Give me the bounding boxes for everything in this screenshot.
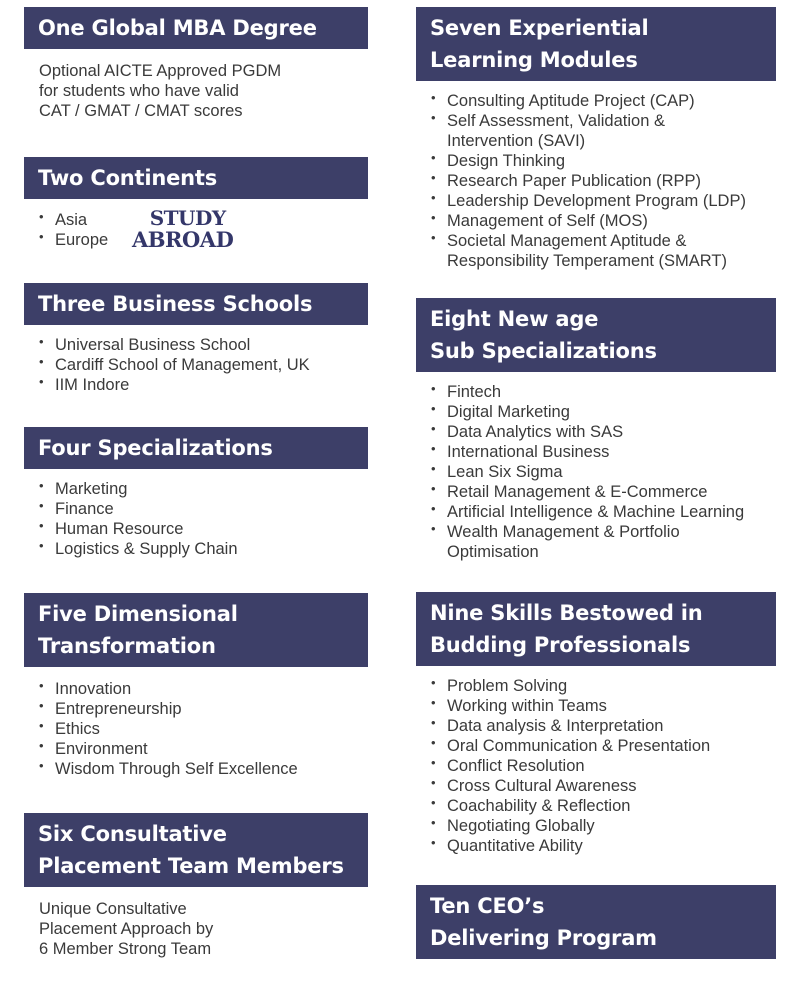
list-item: • Quantitative Ability (431, 836, 791, 856)
section-header-ten-ceos (416, 885, 776, 959)
list-item: • Working within Teams (431, 696, 791, 716)
list-item (431, 522, 791, 562)
list-item: • Human Resource (39, 519, 369, 539)
section-list-specializations (39, 479, 369, 559)
body-line: Placement Approach by (39, 920, 214, 938)
list-item: • International Business (431, 442, 791, 462)
list-item: • Coachability & Reflection (431, 796, 791, 816)
body-line: 6 Member Strong Team (39, 940, 212, 958)
section-title-line: Transformation (38, 634, 216, 658)
list-item (431, 111, 791, 151)
list-item: • Consulting Aptitude Project (CAP) (431, 91, 791, 111)
list-item: • Fintech (431, 382, 791, 402)
body-line: for students who have valid (39, 82, 239, 100)
section-header-one-global-mba (24, 7, 368, 49)
list-item-line: • Wealth Management & Portfolio (447, 523, 680, 541)
body-line: Optional AICTE Approved PGDM (39, 62, 282, 80)
section-title: Two Continents (38, 166, 218, 190)
list-item: • Problem Solving (431, 676, 791, 696)
section-header-four-specializations (24, 427, 368, 469)
list-item: • Cross Cultural Awareness (431, 776, 791, 796)
list-item: • Logistics & Supply Chain (39, 539, 369, 559)
section-title-line: Eight New age (430, 307, 599, 331)
section-title: One Global MBA Degree (38, 16, 317, 40)
section-title-line: Seven Experiential (430, 16, 649, 40)
list-item: • Universal Business School (39, 335, 369, 355)
body-line: CAT / GMAT / CMAT scores (39, 102, 243, 120)
list-item: • Europe (39, 230, 369, 250)
list-item: • Digital Marketing (431, 402, 791, 422)
section-list-transformation (39, 679, 369, 779)
section-list-learning-modules (431, 91, 791, 271)
list-item: • Leadership Development Program (LDP) (431, 191, 791, 211)
logo-line: ABROAD (132, 227, 234, 252)
list-item-line: • Self Assessment, Validation & (447, 112, 665, 130)
section-header-five-dimensional (24, 593, 368, 667)
section-title-line: Ten CEO’s (430, 894, 545, 918)
list-item: • Artificial Intelligence & Machine Learning (431, 502, 791, 522)
list-item: • Data analysis & Interpretation (431, 716, 791, 736)
list-item: • Retail Management & E-Commerce (431, 482, 791, 502)
study-abroad-logo (132, 207, 233, 251)
list-item: • IIM Indore (39, 375, 369, 395)
section-title-line: Sub Specializations (430, 339, 657, 363)
section-header-seven-experiential (416, 7, 776, 81)
section-header-nine-skills (416, 592, 776, 666)
section-body-one-global-mba (39, 61, 369, 121)
section-title-line: Budding Professionals (430, 633, 691, 657)
section-list-business-schools (39, 335, 369, 395)
section-title-line: Six Consultative (38, 822, 227, 846)
section-title-line: Learning Modules (430, 48, 638, 72)
section-body-consultative (39, 899, 369, 959)
section-title-line: Delivering Program (430, 926, 657, 950)
section-header-six-consultative (24, 813, 368, 887)
section-title: Three Business Schools (38, 292, 313, 316)
list-item: • Innovation (39, 679, 369, 699)
list-item-line: • Societal Management Aptitude & (447, 232, 687, 250)
list-item: • Marketing (39, 479, 369, 499)
section-title-line: Placement Team Members (38, 854, 344, 878)
list-item: • Oral Communication & Presentation (431, 736, 791, 756)
list-item: • Ethics (39, 719, 369, 739)
list-item: • Environment (39, 739, 369, 759)
list-item: • Wisdom Through Self Excellence (39, 759, 369, 779)
body-line: Unique Consultative (39, 900, 187, 918)
section-title: Four Specializations (38, 436, 273, 460)
list-item-line: Optimisation (447, 543, 539, 561)
list-item: • Asia (39, 210, 369, 230)
list-item: • Research Paper Publication (RPP) (431, 171, 791, 191)
section-list-sub-specializations (431, 382, 791, 562)
list-item: • Lean Six Sigma (431, 462, 791, 482)
section-title-line: Five Dimensional (38, 602, 238, 626)
list-item: • Finance (39, 499, 369, 519)
list-item: • Negotiating Globally (431, 816, 791, 836)
list-item: • Data Analytics with SAS (431, 422, 791, 442)
list-item-line: Intervention (SAVI) (447, 132, 586, 150)
list-item-line: Responsibility Temperament (SMART) (447, 252, 727, 270)
list-item (431, 231, 791, 271)
section-title-line: Nine Skills Bestowed in (430, 601, 703, 625)
section-header-eight-new-age (416, 298, 776, 372)
section-header-two-continents (24, 157, 368, 199)
list-item: • Design Thinking (431, 151, 791, 171)
list-item: • Management of Self (MOS) (431, 211, 791, 231)
section-list-skills (431, 676, 791, 856)
section-header-three-business-schools (24, 283, 368, 325)
list-item: • Conflict Resolution (431, 756, 791, 776)
logo-line: STUDY (149, 206, 226, 230)
list-item: • Entrepreneurship (39, 699, 369, 719)
list-item: • Cardiff School of Management, UK (39, 355, 369, 375)
